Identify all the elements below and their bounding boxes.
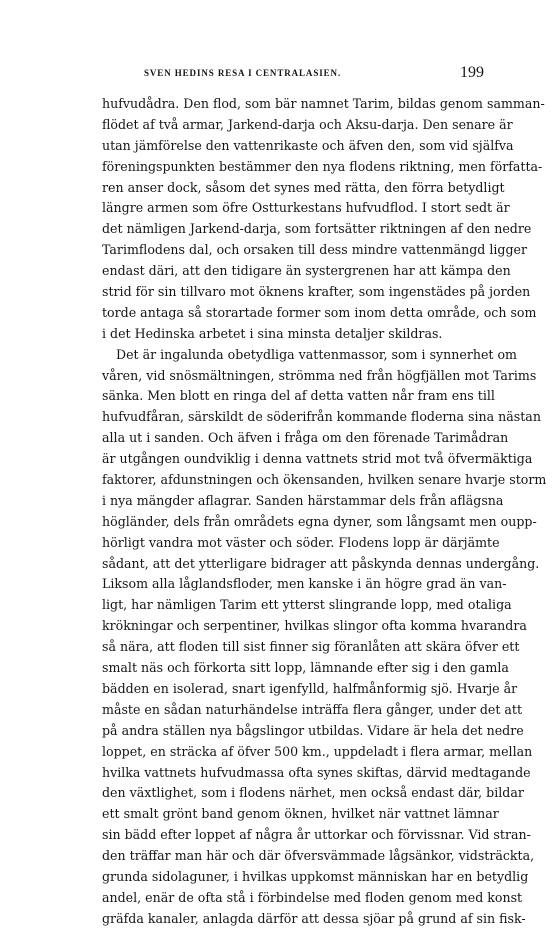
text-line: smalt näs och förkorta sitt lopp, lämnande efter sig i den gamla [102, 660, 509, 676]
text-line: hufvudfåran, särskildt de söderifrån kommande floderna sina nästan [102, 409, 541, 425]
text-line: andel, enär de ofta stå i förbindelse med floden genom med konst [102, 889, 523, 905]
text-line: högländer, dels från områdets egna dyner, som långsamt men oupp- [102, 513, 537, 529]
text-line: det nämligen Jarkend-darja, som fortsätter riktningen af den nedre [102, 221, 532, 237]
text-line: föreningspunkten bestämmer den nya flodens riktning, men författa- [102, 158, 543, 174]
text-line: hvilka vattnets hufvudmassa ofta synes skiftas, därvid medtagande [102, 764, 531, 780]
text-line: bädden en isolerad, snart igenfylld, halfmånformig sjö. Hvarje år [102, 680, 518, 696]
text-line: är utgången oundviklig i denna vattnets strid mot två öfvermäktiga [102, 451, 533, 467]
text-line: flödet af två armar, Jarkend-darja och Aksu-darja. Den senare är [102, 116, 513, 132]
text-line: i det Hedinska arbetet i sina minsta detaljer skildras. [102, 325, 443, 341]
text-line: sin bädd efter loppet af några år uttorkar och förvissnar. Vid stran- [102, 827, 531, 843]
text-line: så nära, att floden till sist finner sig föranlåten att skära öfver ett [102, 639, 520, 655]
text-line: krökningar och serpentiner, hvilkas slingor ofta komma hvarandra [102, 618, 527, 634]
text-line: måste en sådan naturhändelse inträffa flera gånger, under det att [102, 701, 523, 717]
text-line: loppet, en sträcka af öfver 500 km., uppdeladt i flera armar, mellan [102, 743, 533, 759]
text-line: ren anser dock, såsom det synes med rätta, den förra betydligt [102, 179, 505, 195]
paragraph-first-line: Det är ingalunda obetydliga vattenmassor, som i synnerhet om [116, 346, 517, 362]
text-line: sådant, att det ytterligare bidrager att påskynda dennas undergång. [102, 555, 540, 571]
text-line: utan jämförelse den vattenrikaste och äfven den, som vid själfva [102, 137, 514, 153]
text-line: Tarimflodens dal, och orsaken till dess mindre vattenmängd ligger [102, 242, 527, 258]
text-line: endast däri, att den tidigare än systergrenen har att kämpa den [102, 263, 511, 279]
text-line: torde antaga så storartade former som inom detta område, och som [102, 304, 537, 320]
text-line: den växtlighet, som i flodens närhet, men också endast där, bildar [102, 785, 524, 801]
text-line: i nya mängder aflagrar. Sanden härstammar dels från aflägsna [102, 492, 504, 508]
text-line: Liksom alla låglandsfloder, men kanske i än högre grad än van- [102, 576, 507, 592]
page-header [104, 66, 484, 86]
text-line: på andra ställen nya bågslingor utbildas. Vidare är hela det nedre [102, 722, 524, 738]
text-line: gräfda kanaler, anlagda därför att dessa sjöar på grund af sin fisk- [102, 910, 526, 926]
text-line: hörligt vandra mot väster och söder. Flodens lopp är därjämte [102, 534, 500, 550]
page-number: 199 [460, 64, 484, 81]
text-line: faktorer, afdunstningen och ökensanden, hvilken senare hvarje storm [102, 472, 547, 488]
running-head: SVEN HEDINS RESA I CENTRALASIEN. [144, 68, 342, 78]
text-line: alla ut i sanden. Och äfven i fråga om den förenade Tarimådran [102, 430, 509, 446]
text-line: längre armen som öfre Ostturkestans hufvudflod. I stort sedt är [102, 200, 510, 216]
text-line: strid för sin tillvaro mot öknens krafter, som ingenstädes på jorden [102, 284, 531, 300]
text-line: ligt, har nämligen Tarim ett ytterst slingrande lopp, med otaliga [102, 597, 512, 613]
text-line: den träffar man här och där öfversvämmade lågsänkor, vidsträckta, [102, 848, 535, 864]
body-text [102, 94, 547, 930]
text-line: ett smalt grönt band genom öknen, hvilket när vattnet lämnar [102, 806, 499, 822]
text-line: sänka. Men blott en ringa del af detta vatten når fram ens till [102, 388, 495, 404]
text-line: hufvudådra. Den flod, som bär namnet Tarim, bildas genom samman- [102, 96, 545, 111]
text-line: grunda sidolaguner, i hvilkas uppkomst människan har en betydlig [102, 868, 529, 884]
text-line: våren, vid snösmältningen, strömma ned från högfjällen mot Tarims [102, 367, 537, 383]
